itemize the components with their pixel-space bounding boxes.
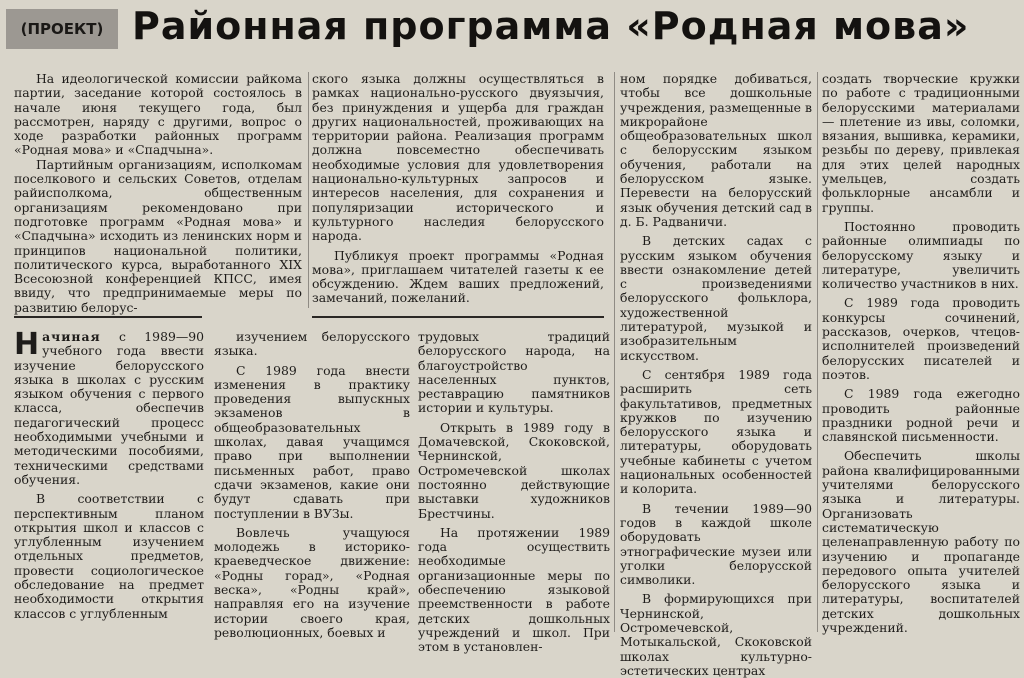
paragraph: С 1989 года ежегодно проводить районные праздники родной речи и славянской письменности.	[822, 386, 1020, 445]
paragraph: изучением белорусского языка.	[214, 329, 410, 359]
paragraph: Открыть в 1989 году в Домачевской, Скоковской, Чернинской, Остромечевской школах постоянно действующие выставки художников Брестчины.	[418, 419, 610, 521]
paragraph: На идеологической комиссии райкома партии, заседание которой состоялось в начале июня текущего года, был рассмотрен, наряду с другими, вопрос о ходе разработки районных программ «Родная мова» и «Спадчына».	[14, 71, 302, 158]
paragraph: На протяжении 1989 года осуществить необходимые организационные меры по обеспечению языковой преемственности в работе детских дошкольных учреждений и школ. При этом в установлен-	[418, 524, 610, 655]
intro-column-1	[14, 72, 302, 315]
article-header	[0, 0, 1024, 64]
paragraph: В течении 1989—90 годов в каждой школе оборудовать этнографические музеи или уголки белорусской символики.	[620, 500, 812, 588]
paragraph: Публикуя проект программы «Родная мова», приглашаем читателей газеты к ее обсуждению. Ждем ваших предложений, замечаний, пожеланий.	[312, 247, 604, 306]
intro-column-2	[312, 72, 604, 306]
paragraph: Постоянно проводить районные олимпиады по белорусскому языку и литературе, увеличить количество участников в них.	[822, 218, 1020, 292]
column-divider	[614, 72, 615, 632]
paragraph	[14, 327, 204, 487]
paragraph: ном порядке добиваться, чтобы все дошкольные учреждения, размещенные в микрорайоне общеобразовательных школ с белорусским языком обучения, работали на белорусском языке. Перевести на белорусский язык обучения детский сад в д. Б. Радваничи.	[620, 71, 812, 229]
program-column-3	[418, 330, 610, 655]
paragraph: С сентября 1989 года расширить сеть факультативов, предметных кружков по изучению белорусского языка и литературы, оборудовать учебные кабинеты с учетом национальных особенностей и колорита.	[620, 366, 812, 497]
paragraph: Партийным организациям, исполкомам поселкового и сельских Советов, отделам райисполкома, общественным организациям рекомендовано при подготовке программ «Родная мова» и «Спадчына» исходить из ленинских норм и принципов национальной политики, политического курса, выработанного XIX Всесоюзной конференцией КПСС, имея ввиду, что предпринимаемые меры по развитию белорус-	[14, 156, 302, 315]
paragraph: ского языка должны осуществляться в рамках национально-русского двуязычия, без принуждения и ущерба для граждан других национальностей, проживающих на территории района. Реализация программ должна повсеместно обеспечивать необходимые условия для удовлетворения национально-культурных запросов и интересов населения, для сохранения и популяризации исторического и культурного наследия белорусского народа.	[312, 71, 604, 244]
paragraph: С 1989 года внести изменения в практику проведения выпускных экзаменов в общеобразовательных школах, давая учащимся право при выполнении письменных работ, право сдачи экзаменов, какие они будут сдавать при поступлении в ВУЗы.	[214, 362, 410, 521]
program-column-1	[14, 327, 204, 621]
article-title: Районная программа «Родная мова»	[132, 4, 970, 48]
column-divider	[817, 72, 818, 632]
project-tag: (ПРОЕКТ)	[6, 9, 118, 49]
paragraph: создать творческие кружки по работе с традиционными белорусскими материалами — плетение из ивы, соломки, вязания, вышивка, керамики, резьбы по дереву, привлекая для этих целей народных умельцев, создать фольклорные ансамбли и группы.	[822, 71, 1020, 215]
paragraph: В формирующихся при Чернинской, Остромечевской, Мотыкальской, Скоковской школах культурно-эстетических центрах	[620, 591, 812, 678]
column-divider	[308, 72, 309, 308]
paragraph: Обеспечить школы района квалифицированными учителями белорусского языка и литературы. Организовать систематическую целенаправленную работу по изучению и пропаганде передового опыта учителей белорусского языка и литературы, воспитателей детских дошкольных учреждений.	[822, 448, 1020, 635]
paragraph: В соответствии с перспективным планом открытия школ и классов с углубленным изучением отдельных предметов, провести социологическое обследование на предмет необходимости открытия классов с углубленным	[14, 491, 204, 621]
lead-word: ачиная	[42, 329, 101, 344]
program-column-5	[822, 72, 1020, 635]
paragraph: трудовых традиций белорусского народа, на благоустройство населенных пунктов, реставрацию памятников истории и культуры.	[418, 329, 610, 416]
divider-rule	[14, 316, 202, 318]
paragraph: Вовлечь учащуюся молодежь в историко-краеведческое движение: «Родны горад», «Родная веска», «Родны край», направляя его на изучение истории своего края, революционных, боевых и	[214, 524, 410, 640]
program-column-2	[214, 330, 410, 640]
divider-rule	[312, 316, 604, 318]
paragraph: С 1989 года проводить конкурсы сочинений, рассказов, очерков, чтецов-исполнителей произведений белорусских писателей и поэтов.	[822, 295, 1020, 382]
program-column-4	[620, 72, 812, 678]
drop-cap: Н	[14, 327, 40, 362]
paragraph-text: с 1989—90 учебного года ввести изучение белорусского языка в школах с русским языком обучения с первого класса, обеспечив педагогический процесс необходимыми учебными и методическими пособиями, техническими средствами обучения.	[14, 329, 204, 487]
paragraph: В детских садах с русским языком обучения ввести ознакомление детей с произведениями белорусского фольклора, художественной литературой, музыкой и изобразительным искусством.	[620, 233, 812, 363]
